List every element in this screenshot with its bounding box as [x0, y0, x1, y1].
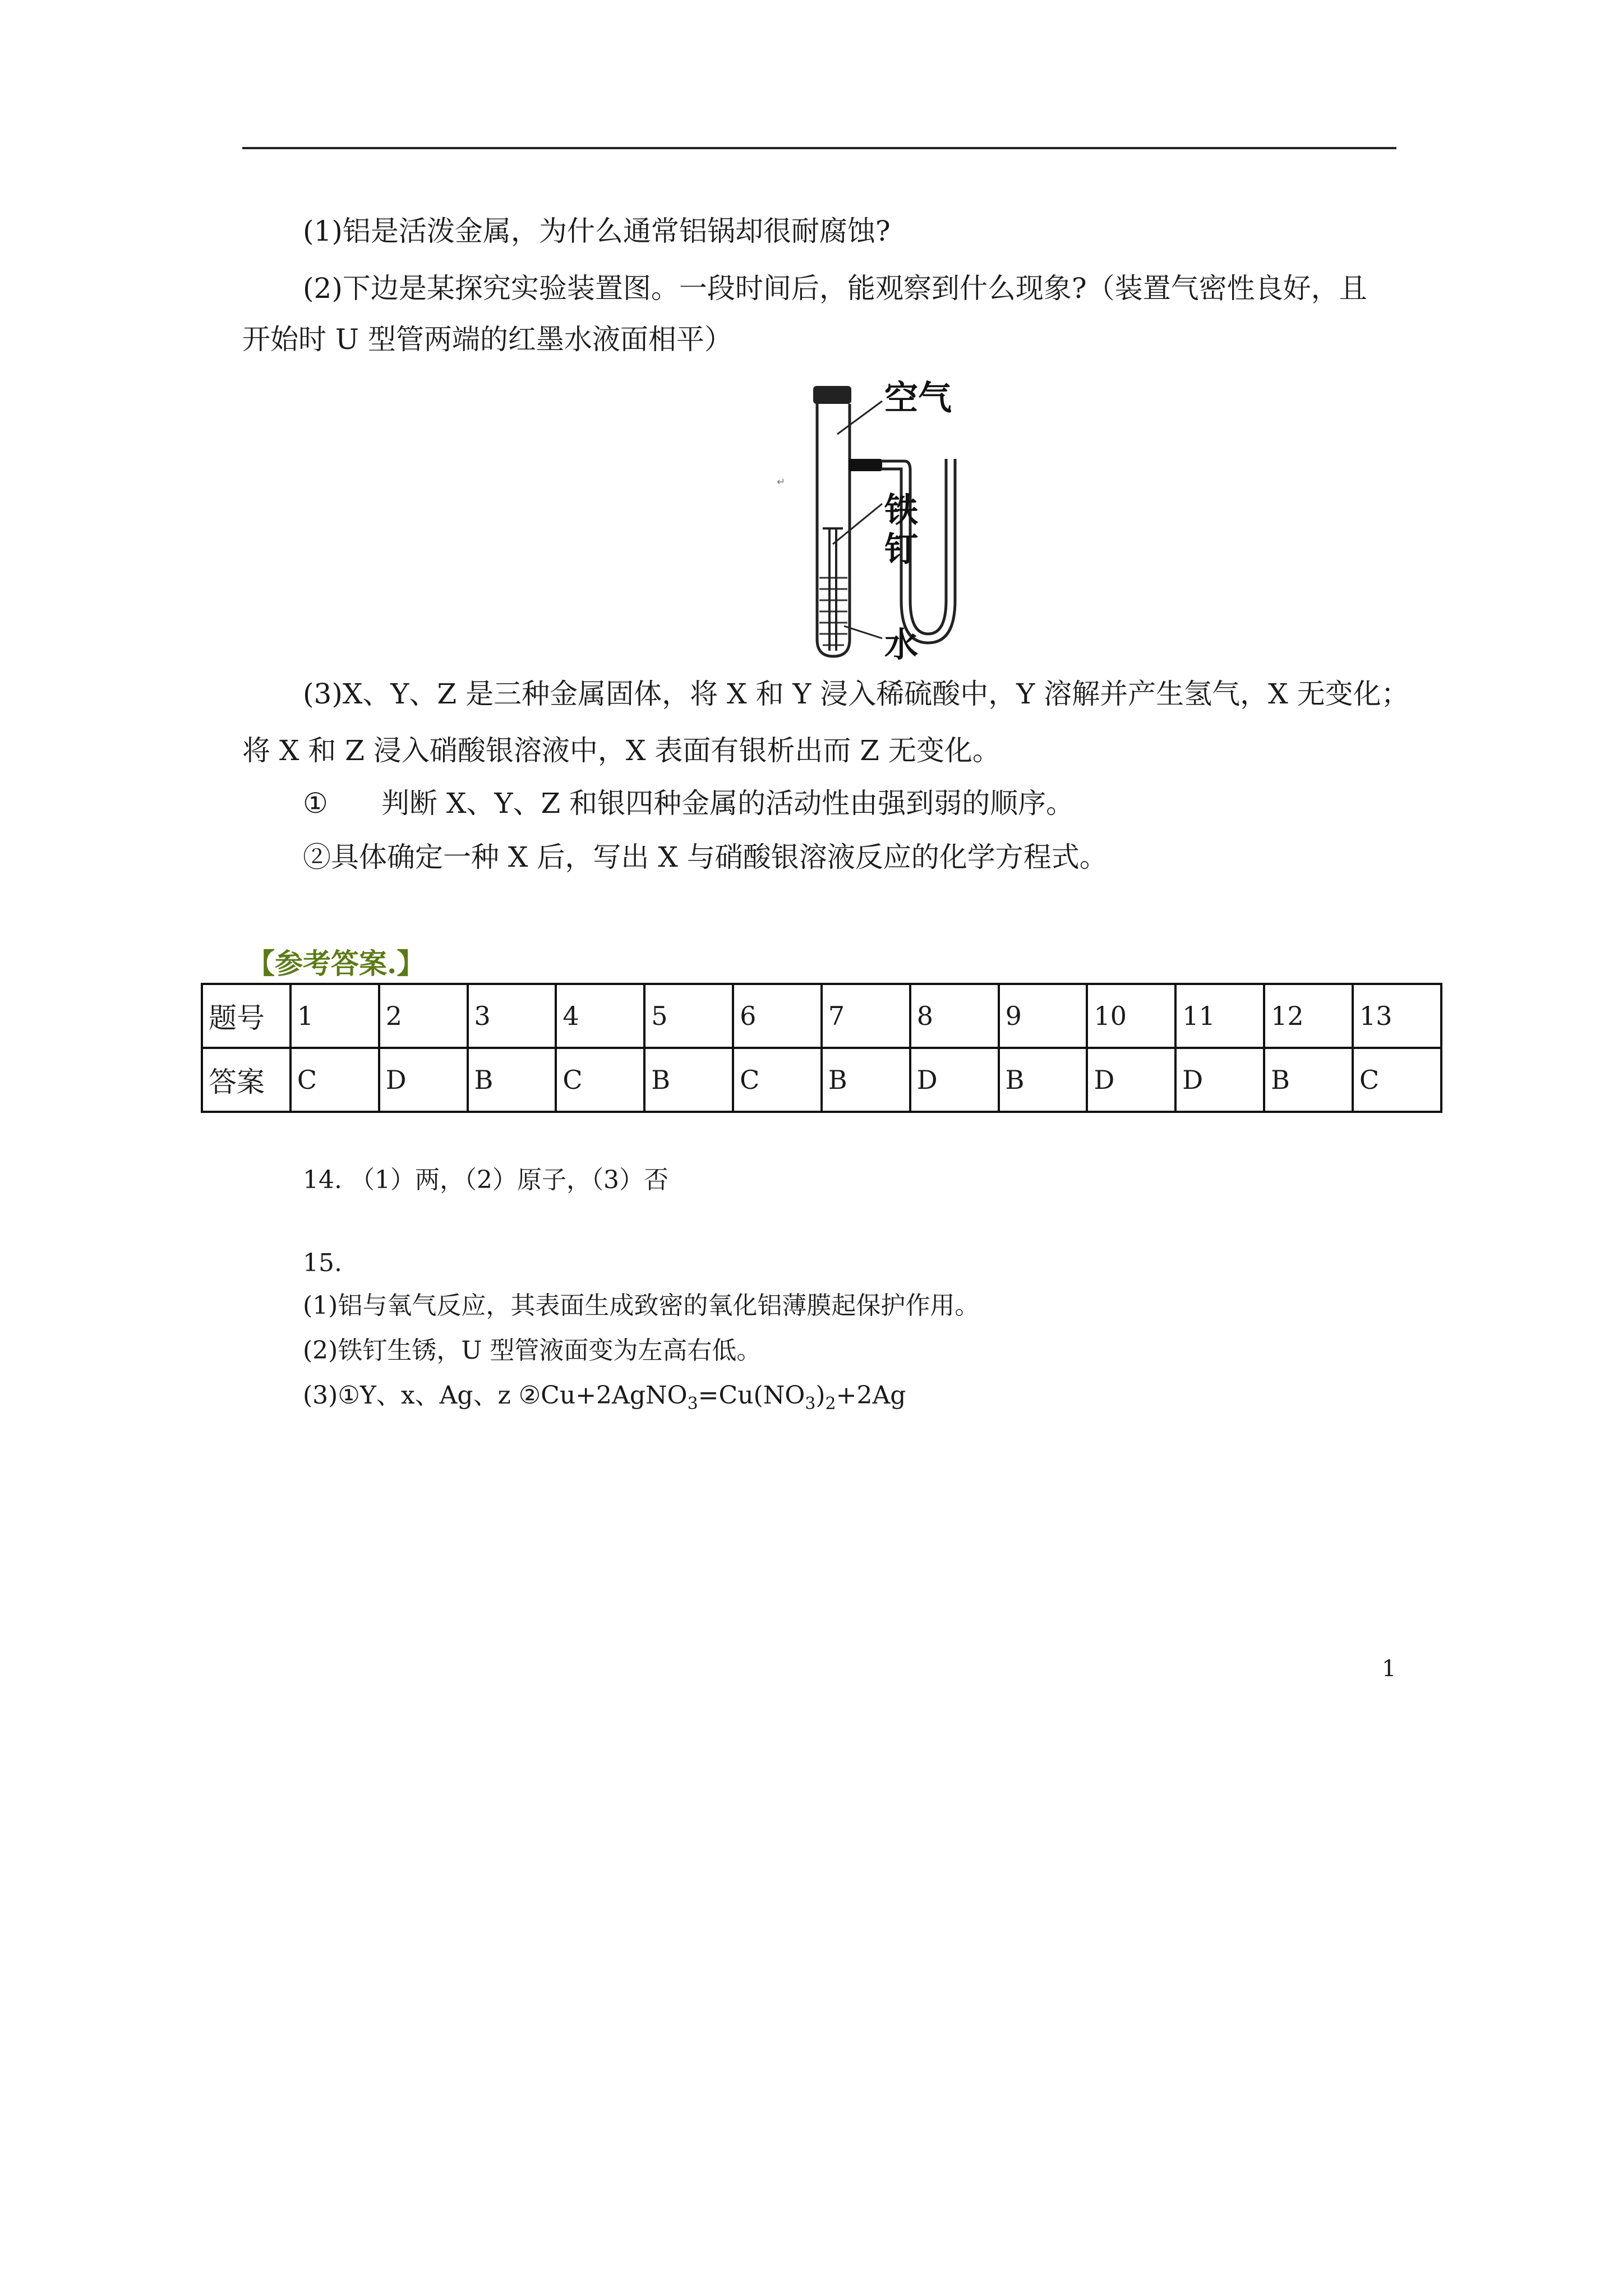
- leader-iron: [833, 504, 882, 544]
- equation-post: +2Ag: [836, 1381, 906, 1410]
- table-cell: B: [822, 1048, 910, 1112]
- table-row-answers: [202, 1048, 1441, 1112]
- subscript: 3: [687, 1394, 698, 1414]
- table-cell: 7: [822, 984, 910, 1048]
- question-sub2: ②具体确定一种 X 后，写出 X 与硝酸银溶液反应的化学方程式。: [303, 841, 1108, 873]
- question-metals-line2: 将 X 和 Z 浸入硝酸银溶液中，X 表面有银析出而 Z 无变化。: [242, 734, 1000, 767]
- page-number: 1: [1382, 1656, 1396, 1682]
- table-cell: 5: [644, 984, 733, 1048]
- label-air: 空气: [884, 379, 952, 418]
- row-label-number: 题号: [202, 984, 291, 1048]
- table-cell: D: [910, 1048, 999, 1112]
- table-cell: 10: [1087, 984, 1175, 1048]
- question-sub1-number: ①: [303, 787, 328, 820]
- answer-table: [201, 983, 1442, 1113]
- question-experiment-line1: (2)下边是某探究实验装置图。一段时间后，能观察到什么现象?（装置气密性良好，且: [303, 272, 1367, 305]
- table-cell: C: [733, 1048, 822, 1112]
- answer-heading: 【参考答案.】: [247, 947, 425, 980]
- question-metals-line1: (3)X、Y、Z 是三种金属固体，将 X 和 Y 浸入稀硫酸中，Y 溶解并产生氢气，X 无变化；: [303, 678, 1409, 710]
- table-cell: B: [1264, 1048, 1353, 1112]
- connector: [849, 459, 882, 471]
- equation-pre: (3)①Y、x、Ag、z ②Cu+2AgNO: [303, 1381, 688, 1410]
- table-cell: 12: [1264, 984, 1353, 1048]
- answer-14: 14. （1）两，（2）原子，（3）否: [303, 1166, 668, 1194]
- table-cell: D: [379, 1048, 468, 1112]
- table-cell: B: [644, 1048, 733, 1112]
- table-cell: 1: [291, 984, 379, 1048]
- question-aluminum: (1)铝是活泼金属，为什么通常铝锅却很耐腐蚀?: [303, 215, 891, 247]
- table-row-numbers: [202, 984, 1441, 1048]
- label-water: 水: [884, 625, 918, 665]
- question-experiment-line2: 开始时 U 型管两端的红墨水液面相平）: [242, 323, 732, 356]
- answer-15-part2: (2)铁钉生锈，U 型管液面变为左高右低。: [303, 1336, 762, 1365]
- table-cell: B: [999, 1048, 1087, 1112]
- table-cell: 9: [999, 984, 1087, 1048]
- table-cell: 4: [556, 984, 644, 1048]
- table-cell: 11: [1175, 984, 1264, 1048]
- table-cell: D: [1175, 1048, 1264, 1112]
- table-cell: 6: [733, 984, 822, 1048]
- table-cell: B: [468, 1048, 556, 1112]
- answer-15-title: 15.: [303, 1249, 342, 1277]
- equation-close: ): [815, 1381, 826, 1410]
- table-cell: D: [1087, 1048, 1175, 1112]
- water-in-tube: [819, 578, 847, 645]
- table-cell: 3: [468, 984, 556, 1048]
- label-iron-2: 钉: [884, 530, 918, 569]
- test-tube: [817, 404, 850, 656]
- answer-15-part3: [303, 1380, 906, 1420]
- experiment-diagram: [777, 376, 1035, 668]
- table-cell: 8: [910, 984, 999, 1048]
- header-rule: [242, 147, 1396, 149]
- table-cell: C: [1353, 1048, 1441, 1112]
- table-cell: 13: [1353, 984, 1441, 1048]
- question-sub1-text: 判断 X、Y、Z 和银四种金属的活动性由强到弱的顺序。: [381, 787, 1075, 820]
- table-cell: C: [291, 1048, 379, 1112]
- stray-mark: ↵: [777, 476, 786, 488]
- answer-15-part1: (1)铝与氧气反应，其表面生成致密的氧化铝薄膜起保护作用。: [303, 1291, 980, 1320]
- subscript: 2: [825, 1394, 836, 1414]
- leader-air: [837, 401, 882, 434]
- row-label-answer: 答案: [202, 1048, 291, 1112]
- label-iron-1: 铁: [884, 491, 918, 530]
- subscript: 3: [805, 1394, 816, 1414]
- table-cell: C: [556, 1048, 644, 1112]
- table-cell: 2: [379, 984, 468, 1048]
- rubber-stopper: [813, 386, 851, 404]
- equation-mid: =Cu(NO: [698, 1381, 805, 1410]
